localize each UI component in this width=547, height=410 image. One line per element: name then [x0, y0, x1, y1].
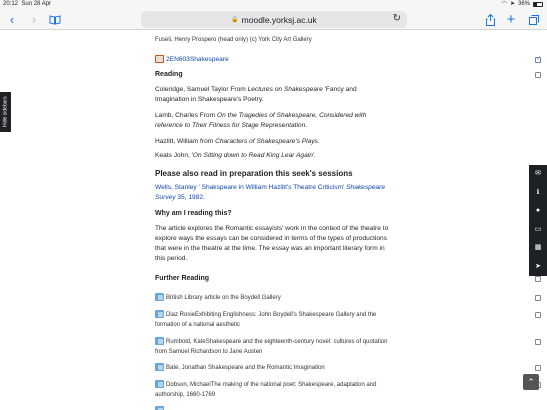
lamb-entry: Lamb, Charles From On the Tragedies of Shakespeare, Considered with reference to Their Fitness for Stage Representation.	[155, 112, 367, 129]
address-bar[interactable]	[141, 11, 407, 28]
completion-checkbox-further[interactable]	[535, 276, 541, 282]
url-resource-icon	[155, 310, 164, 318]
browser-toolbar	[0, 9, 547, 30]
dobson-entry[interactable]: Dobson, MichaelThe making of the national poet: Shakespeare, adaptation and authorship, 1660-1769	[155, 382, 377, 398]
status-time: 20:12 Sun 28 Apr	[3, 1, 52, 7]
keats-entry: Keats John, 'On Sitting down to Read King Lear Again'.	[155, 152, 316, 159]
battery-icon	[533, 2, 543, 7]
further-reading-heading: Further Reading	[155, 275, 210, 282]
completion-checkbox-file[interactable]	[535, 57, 541, 63]
completion-checkbox-bate[interactable]	[535, 365, 541, 371]
file-2en603[interactable]	[155, 55, 390, 65]
completion-checkbox-reading[interactable]	[535, 72, 541, 78]
bookmarks-icon[interactable]	[48, 12, 61, 27]
hide-sidebars-toggle[interactable]: Hide sidebars	[0, 92, 11, 132]
file-link[interactable]: 2EN603Shakespeare	[166, 56, 229, 63]
partial-entry[interactable]	[155, 406, 390, 410]
info-icon[interactable]: ℹ	[536, 188, 540, 196]
share-icon[interactable]	[485, 12, 495, 27]
url-resource-icon	[155, 406, 164, 410]
completion-checkbox-boydell[interactable]	[535, 295, 541, 301]
new-tab-icon[interactable]: +	[506, 11, 516, 28]
calendar-icon[interactable]: ▦	[534, 244, 542, 252]
boydell-entry[interactable]: British Library article on the Boydell Gallery	[155, 293, 390, 303]
coleridge-entry: Coleridge, Samuel Taylor From Lectures on Shakespeare 'Fancy and Imagination in Shakespeare's Poetry.	[155, 86, 357, 103]
envelope-icon[interactable]: ✉	[535, 170, 541, 178]
why-heading: Why am I reading this?	[155, 210, 232, 217]
url-resource-icon	[155, 337, 164, 345]
wifi-icon: ◠	[501, 1, 507, 7]
bate-entry[interactable]: Bate, Jonathan Shakespeare and the Romantic Imagination	[155, 363, 390, 373]
status-right	[502, 0, 543, 9]
reload-icon[interactable]: ↻	[392, 13, 401, 24]
monitor-icon[interactable]: ▭	[534, 225, 542, 233]
hazlitt-entry: Hazlitt, William from Characters of Shakespeare's Plays.	[155, 138, 320, 145]
reading-heading: Reading	[155, 71, 183, 78]
location-icon: ➤	[509, 1, 515, 7]
location-arrow-icon[interactable]: ➤	[535, 262, 541, 270]
battery-percent: 36%	[517, 1, 530, 7]
forward-icon[interactable]: ›	[31, 12, 37, 27]
back-icon[interactable]: ‹	[9, 12, 15, 27]
url-resource-icon	[155, 380, 164, 388]
tabs-icon[interactable]	[528, 12, 539, 27]
pdf-file-icon	[155, 55, 164, 63]
chevron-up-icon: ⌃	[527, 376, 535, 387]
block-drawer-bar	[529, 165, 547, 276]
url-text: moodle.yorksj.ac.uk	[241, 14, 317, 25]
scroll-to-top-button[interactable]	[523, 374, 539, 390]
completion-checkbox-diaz[interactable]	[535, 312, 541, 318]
url-resource-icon	[155, 293, 164, 301]
why-text: The article explores the Romantic essayists' work in the context of the theatre to explore ways the essays can be considered in terms of the types of productions that were in the theatre at the time. The essay was an important literary form in this period.	[155, 225, 389, 262]
user-icon[interactable]: ●	[535, 207, 541, 215]
diaz-entry[interactable]: Diaz RosieExhibiting Englishness: John Boydell's Shakespeare Gallery and the formation of a national aesthetic	[155, 312, 377, 328]
prep-heading: Please also read in preparation this seek's sessions	[155, 169, 353, 178]
lock-icon: 🔒	[231, 17, 239, 23]
completion-checkbox-rumbold[interactable]	[535, 339, 541, 345]
wells-link[interactable]: Wells, Stanley ' Shakspeare in William Hazlitt's Theatre Criticism' Shakespeare Survey 35, 1982.	[155, 184, 386, 201]
fuseli-caption: Fuseli, Henry Prospero (head only) (c) York City Art Gallery	[155, 37, 312, 43]
status-bar	[0, 0, 547, 9]
rumbold-entry[interactable]: Rumbold, KateShakespeare and the eighteenth-century novel: cultures of quotation from Samuel Richardson to Jane Austen	[155, 339, 388, 355]
url-resource-icon	[155, 363, 164, 371]
